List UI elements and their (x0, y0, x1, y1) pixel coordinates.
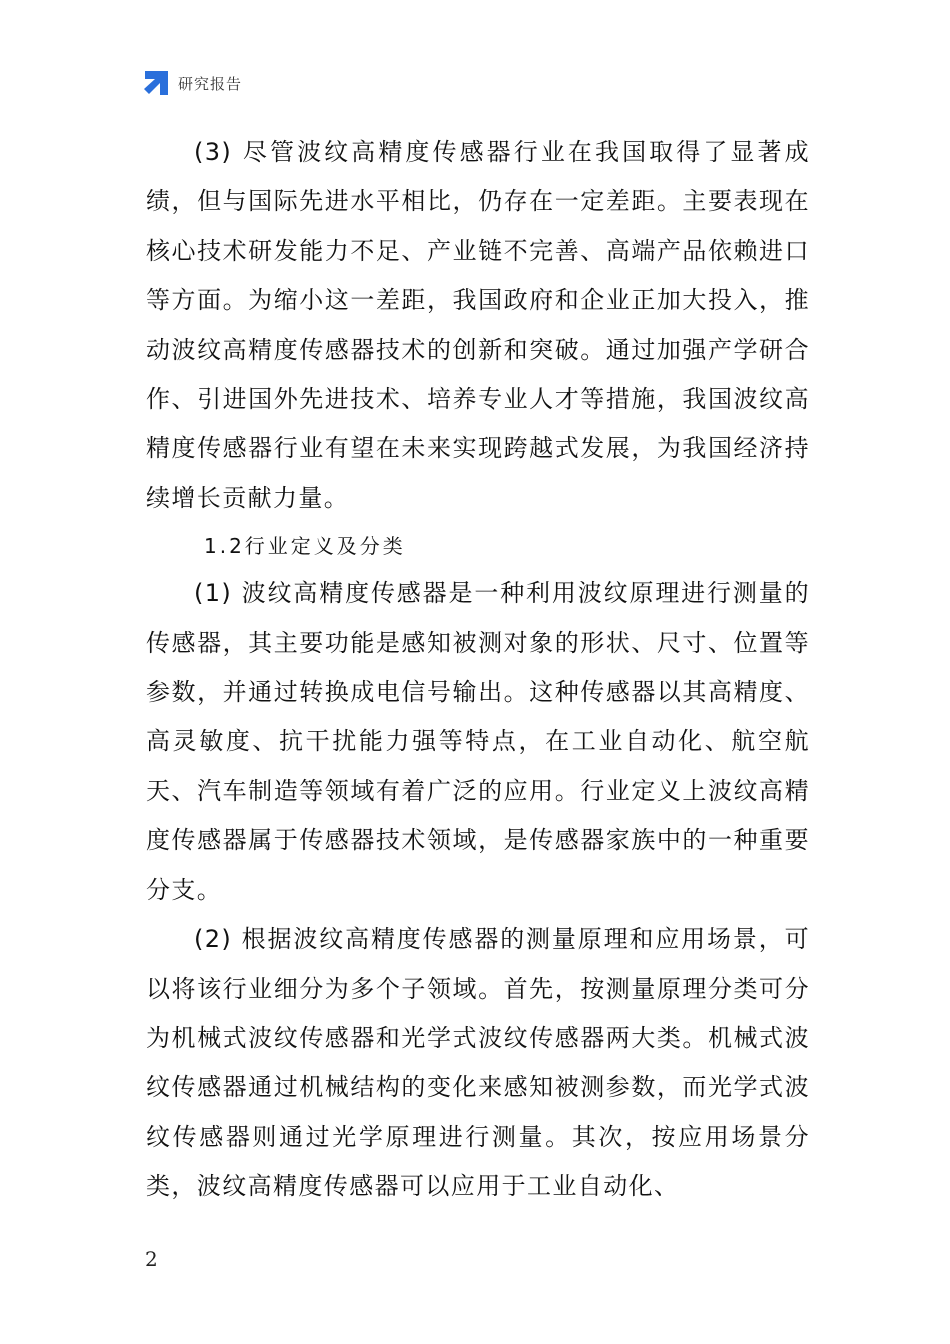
paragraph-3: (2) 根据波纹高精度传感器的测量原理和应用场景，可以将该行业细分为多个子领域。首先，按测量原理分类可分为机械式波纹传感器和光学式波纹传感器两大类。机械式波纹传感器通过机械结构的变化来感知被测参数，而光学式波纹传感器则通过光学原理进行测量。其次，按应用场景分类，波纹高精度传感器可以应用于工业自动化、 (146, 925, 810, 1201)
section-heading: 1.2行业定义及分类 (204, 534, 406, 559)
document-body (146, 128, 810, 1212)
header-title: 研究报告 (178, 74, 243, 93)
paragraph-2: (1) 波纹高精度传感器是一种利用波纹原理进行测量的传感器，其主要功能是感知被测对象的形状、尺寸、位置等参数，并通过转换成电信号输出。这种传感器以其高精度、高灵敏度、抗干扰能力强等特点，在工业自动化、航空航天、汽车制造等领域有着广泛的应用。行业定义上波纹高精度传感器属于传感器技术领域，是传感器家族中的一种重要分支。 (146, 579, 810, 904)
paragraph-1: (3) 尽管波纹高精度传感器行业在我国取得了显著成绩，但与国际先进水平相比，仍存在一定差距。主要表现在核心技术研发能力不足、产业链不完善、高端产品依赖进口等方面。为缩小这一差距，我国政府和企业正加大投入，推动波纹高精度传感器技术的创新和突破。通过加强产学研合作、引进国外先进技术、培养专业人才等措施，我国波纹高精度传感器行业有望在未来实现跨越式发展，为我国经济持续增长贡献力量。 (146, 138, 810, 512)
page-number: 2 (145, 1247, 158, 1271)
arrow-up-right-icon (142, 69, 170, 97)
report-header (142, 68, 242, 98)
